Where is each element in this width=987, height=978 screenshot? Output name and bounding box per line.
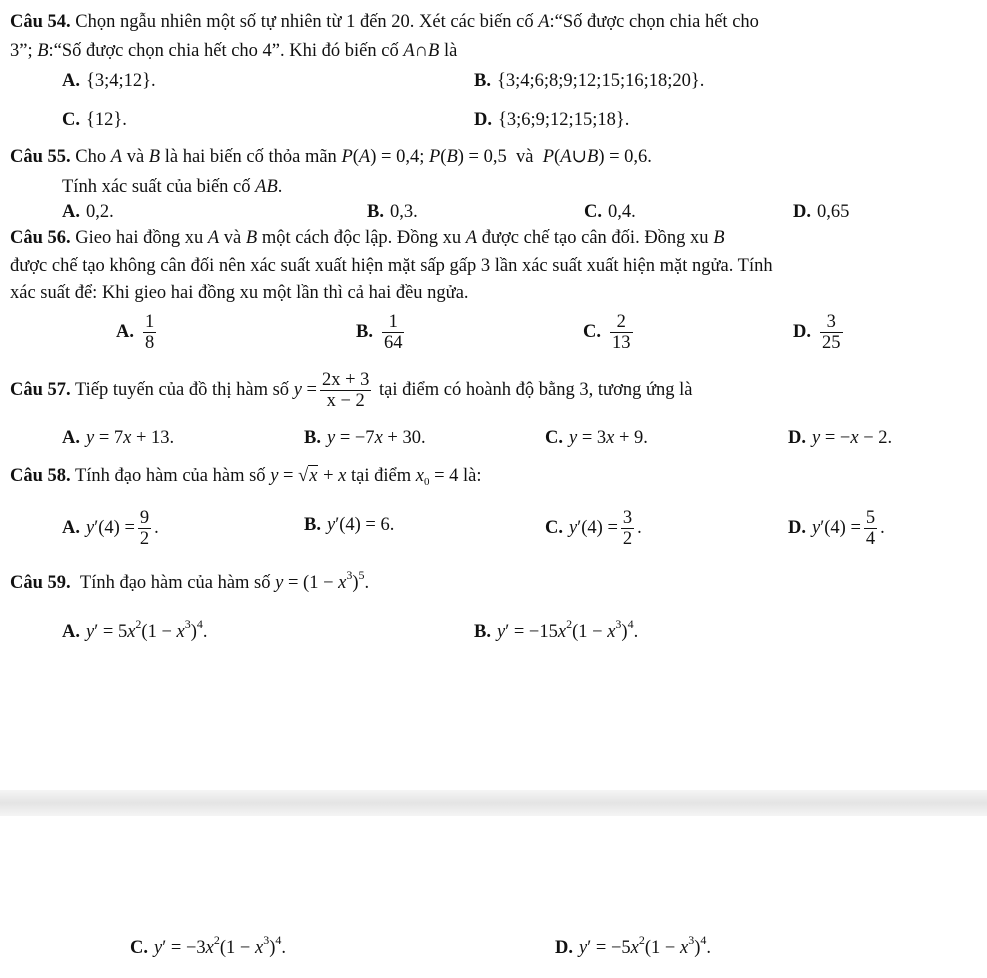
q58-option-a[interactable]: A. y′(4) = $\frac{9}{2}$ .	[62, 508, 159, 550]
q54-stem-line1: Câu 54. Chọn ngẫu nhiên một số tự nhiên từ 1 đến 20. Xét các biến cố A:“Số được chọn chia hết cho	[10, 12, 759, 32]
q59-stem: Câu 59. Tính đạo hàm của hàm số $y = (1 - x^3)^5$.	[10, 568, 370, 593]
q58-option-d[interactable]: D. y′(4) = $\frac{5}{4}$ .	[788, 508, 885, 550]
q59-option-c[interactable]: C. $y' = -3x^2(1 - x^3)^4$.	[130, 933, 286, 958]
q54-option-b[interactable]: B. {3;4;6;8;9;12;15;16;18;20}.	[474, 71, 705, 91]
cropped-text-remnant	[0, 0, 987, 4]
q54-option-a[interactable]: A. {3;4;12}.	[62, 71, 156, 91]
q57-option-b[interactable]: B. y = −7x + 30.	[304, 428, 426, 448]
q59-option-a[interactable]: A. $y' = 5x^2(1 - x^3)^4$.	[62, 617, 208, 642]
q57-stem: Câu 57. Tiếp tuyến của đồ thị hàm số y = $\frac{2x + 3}{x - 2}$ tại điểm có hoành độ bằng 3, tương ứng là	[10, 370, 693, 412]
q54-option-d[interactable]: D. {3;6;9;12;15;18}.	[474, 110, 630, 130]
q57-option-c[interactable]: C. y = 3x + 9.	[545, 428, 648, 448]
q58-option-c[interactable]: C. y′(4) = $\frac{3}{2}$ .	[545, 508, 642, 550]
q56-stem-line2: được chế tạo không cân đối nên xác suất xuất hiện mặt sấp gấp 3 lần xác suất xuất hiện mặt ngửa. Tính	[10, 256, 773, 276]
page-break-divider	[0, 790, 987, 816]
q59-option-b[interactable]: B. $y' = -15x^2(1 - x^3)^4$.	[474, 617, 639, 642]
q55-stem-line2: Tính xác suất của biến cố AB.	[62, 177, 283, 197]
q56-option-a[interactable]: A. $\frac{1}{8}$	[116, 312, 155, 354]
q56-option-d[interactable]: D. $\frac{3}{25}$	[793, 312, 841, 354]
q55-option-d[interactable]: D. 0,65	[793, 202, 850, 222]
q58-stem: Câu 58. Tính đạo hàm của hàm số y = √x + x tại điểm $x_0 = 4$ là:	[10, 466, 482, 488]
q57-option-d[interactable]: D. y = −x − 2.	[788, 428, 893, 448]
q55-option-a[interactable]: A. 0,2.	[62, 202, 114, 222]
q56-option-b[interactable]: B. $\frac{1}{64}$	[356, 312, 403, 354]
q54-option-c[interactable]: C. {12}.	[62, 110, 127, 130]
q55-option-c[interactable]: C. 0,4.	[584, 202, 636, 222]
q56-stem-line1: Câu 56. Gieo hai đồng xu A và B một cách độc lập. Đồng xu A được chế tạo cân đối. Đồng xu B	[10, 228, 725, 248]
q56-option-c[interactable]: C. $\frac{2}{13}$	[583, 312, 631, 354]
q55-stem-line1: Câu 55. Cho A và B là hai biến cố thỏa mãn P(A) = 0,4; P(B) = 0,5 và P(A∪B) = 0,6.	[10, 147, 652, 167]
q54-stem-line2: 3”; B:“Số được chọn chia hết cho 4”. Khi đó biến cố A∩B là	[10, 41, 458, 61]
q58-option-b[interactable]: B. y′(4) = 6.	[304, 515, 395, 535]
q56-stem-line3: xác suất để: Khi gieo hai đồng xu một lần thì cả hai đều ngửa.	[10, 283, 469, 303]
q55-option-b[interactable]: B. 0,3.	[367, 202, 418, 222]
q59-option-d[interactable]: D. $y' = -5x^2(1 - x^3)^4$.	[555, 933, 711, 958]
q57-option-a[interactable]: A. y = 7x + 13.	[62, 428, 175, 448]
